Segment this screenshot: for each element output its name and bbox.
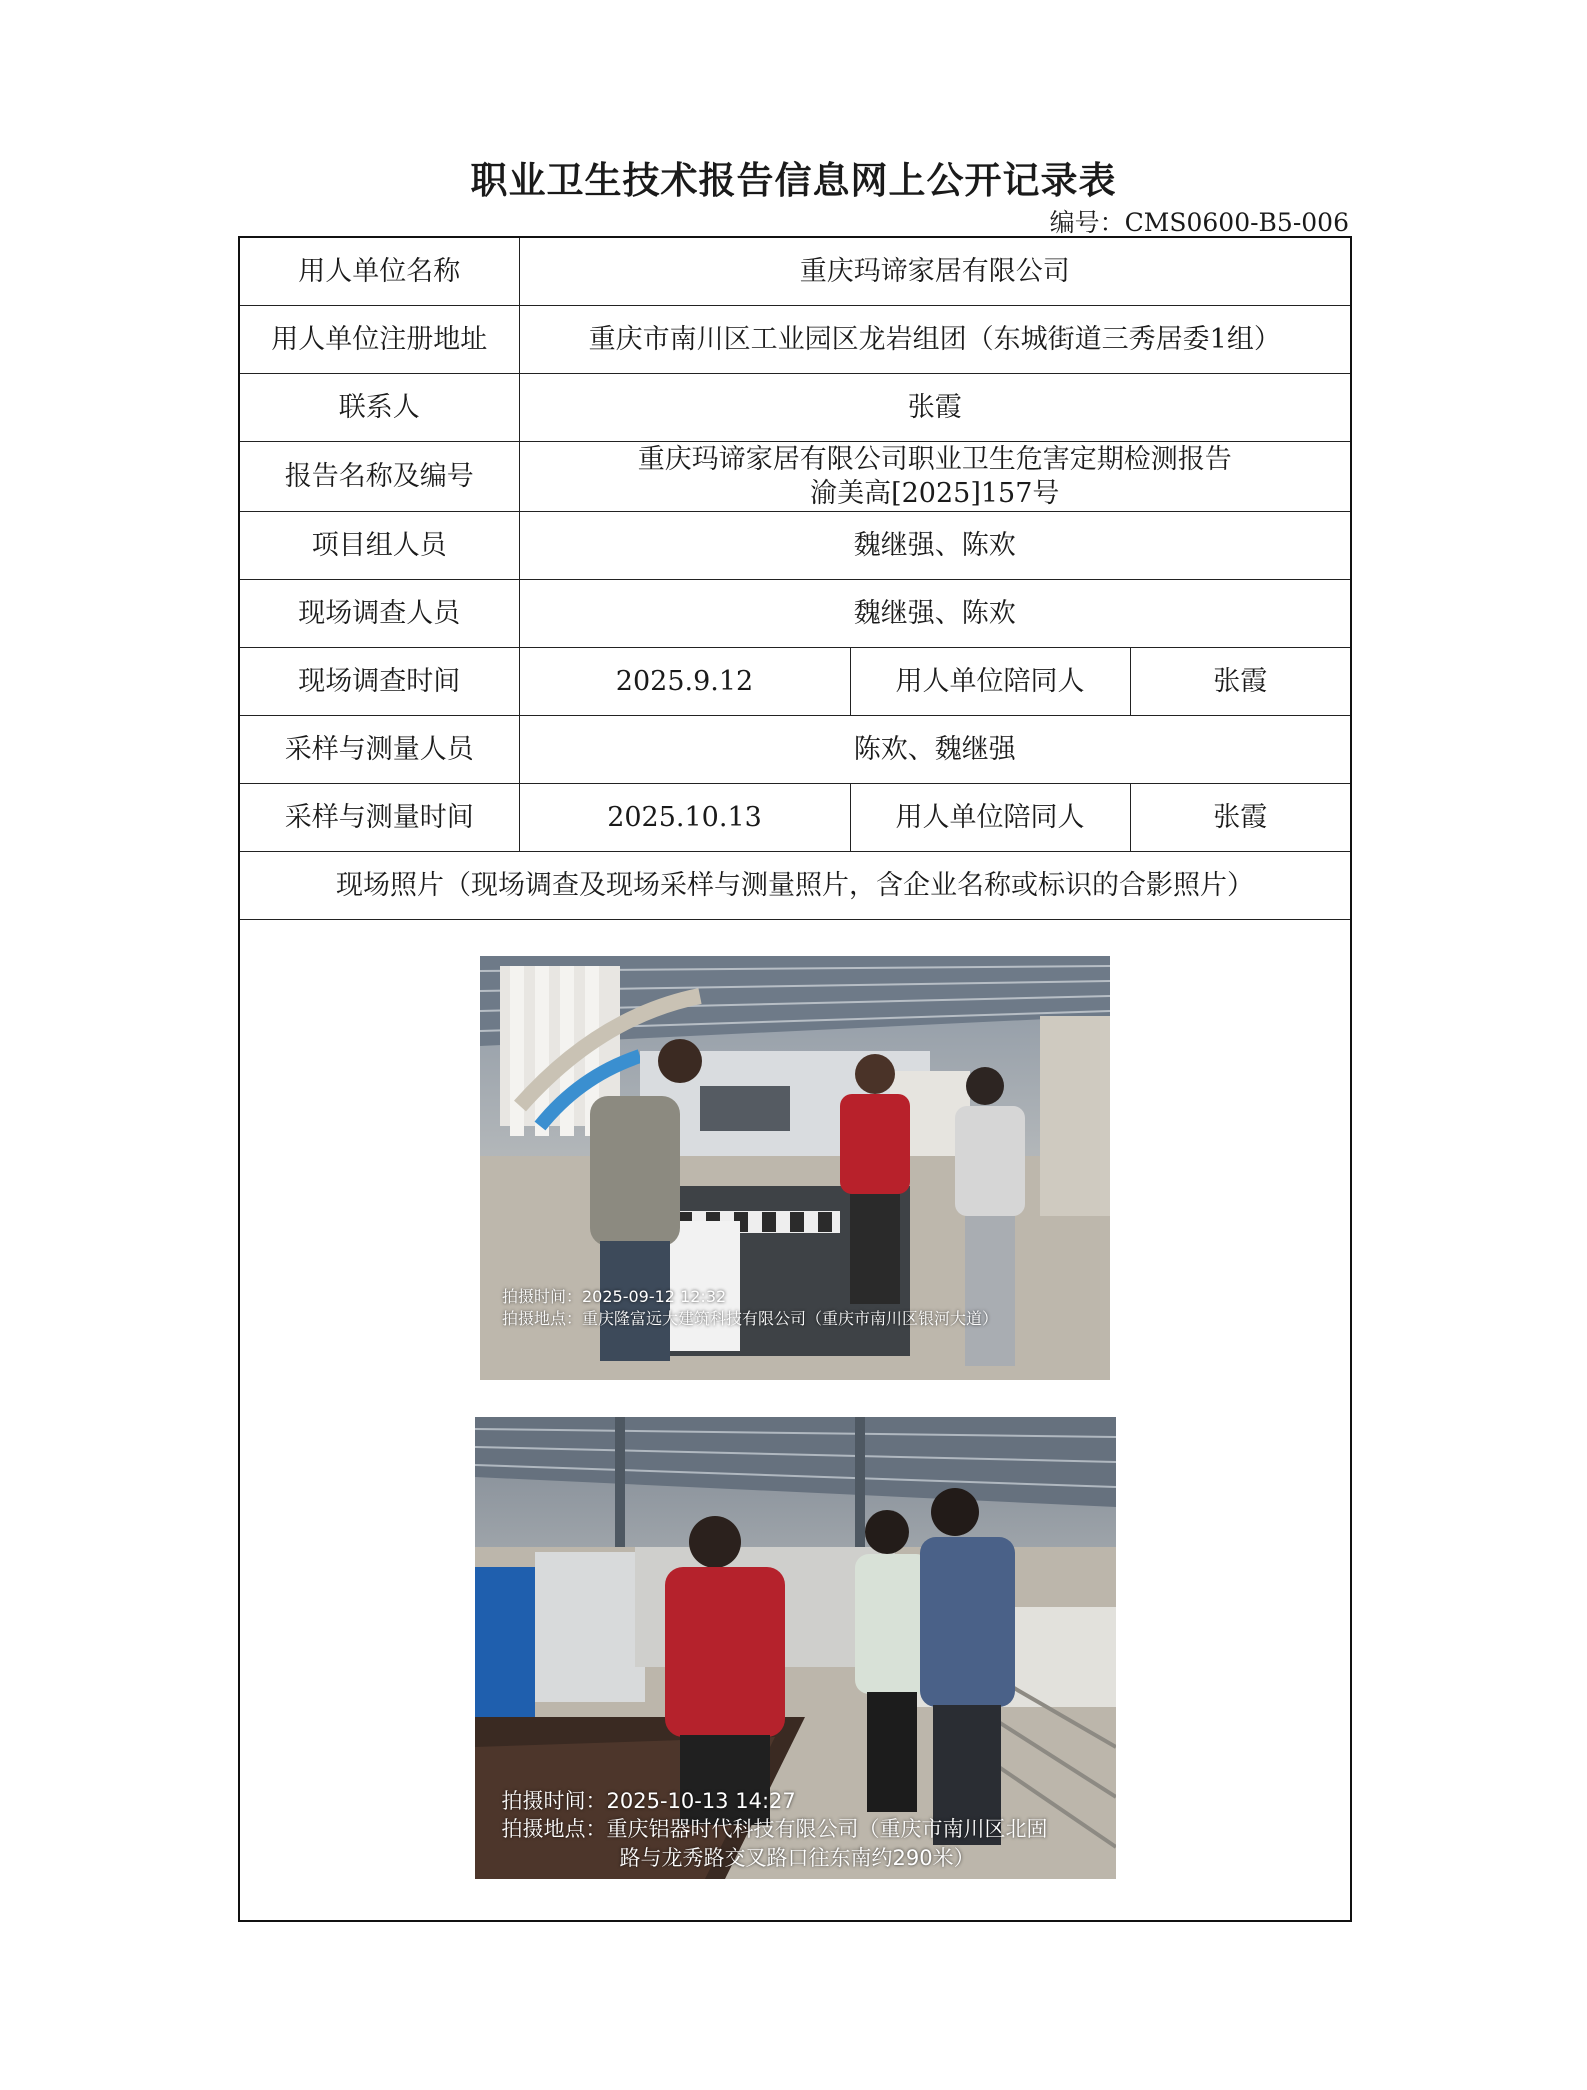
photo-survey-place: 拍摄地点：重庆隆富远大建筑科技有限公司（重庆市南川区银河大道）: [502, 1308, 999, 1328]
sampling-staff-value: 陈欢、魏继强: [519, 716, 1351, 784]
photos-cell: [239, 920, 1351, 1922]
employer-name-value: 重庆玛谛家居有限公司: [519, 237, 1351, 306]
employer-name-label: 用人单位名称: [239, 237, 519, 306]
photo-survey-time: 拍摄时间：2025-09-12 12:32: [502, 1287, 727, 1306]
contact-label: 联系人: [239, 374, 519, 442]
row-employer-address: [239, 306, 1351, 374]
survey-time-value: 2025.9.12: [519, 648, 850, 716]
contact-value: 张霞: [519, 374, 1351, 442]
row-photos: [239, 920, 1351, 1922]
photos-header: 现场照片（现场调查及现场采样与测量照片，含企业名称或标识的合影照片）: [239, 852, 1351, 920]
report-value: [519, 442, 1351, 512]
photo-sampling-place-line1: 拍摄地点：重庆铝器时代科技有限公司（重庆市南川区北固: [501, 1817, 1048, 1842]
employer-address-value: 重庆市南川区工业园区龙岩组团（东城街道三秀居委1组）: [519, 306, 1351, 374]
row-sampling-staff: [239, 716, 1351, 784]
survey-time-label: 现场调查时间: [239, 648, 519, 716]
report-name: 重庆玛谛家居有限公司职业卫生危害定期检测报告: [637, 443, 1232, 475]
report-label: 报告名称及编号: [239, 442, 519, 512]
report-number: 渝美高[2025]157号: [810, 477, 1060, 509]
survey-staff-label: 现场调查人员: [239, 580, 519, 648]
record-table: [238, 236, 1352, 1922]
row-sampling-time: [239, 784, 1351, 852]
survey-staff-value: 魏继强、陈欢: [519, 580, 1351, 648]
photo-survey-stamp: [502, 1286, 998, 1329]
site-photo-sampling: [475, 1417, 1116, 1879]
sampling-companion-label: 用人单位陪同人: [850, 784, 1130, 852]
survey-companion-label: 用人单位陪同人: [850, 648, 1130, 716]
project-team-value: 魏继强、陈欢: [519, 512, 1351, 580]
row-report: [239, 442, 1351, 512]
row-survey-time: [239, 648, 1351, 716]
employer-address-label: 用人单位注册地址: [239, 306, 519, 374]
project-team-label: 项目组人员: [239, 512, 519, 580]
site-photo-survey: [480, 956, 1110, 1380]
row-photos-header: [239, 852, 1351, 920]
row-employer-name: [239, 237, 1351, 306]
sampling-staff-label: 采样与测量人员: [239, 716, 519, 784]
sampling-time-label: 采样与测量时间: [239, 784, 519, 852]
photo-sampling-place-line2: 路与龙秀路交叉路口往东南约290米）: [619, 1845, 975, 1870]
row-project-team: [239, 512, 1351, 580]
sampling-companion-value: 张霞: [1130, 784, 1351, 852]
sampling-time-value: 2025.10.13: [519, 784, 850, 852]
row-survey-staff: [239, 580, 1351, 648]
document-title: 职业卫生技术报告信息网上公开记录表: [470, 158, 1117, 202]
survey-companion-value: 张霞: [1130, 648, 1351, 716]
document-code: 编号：CMS0600-B5-006: [1049, 208, 1349, 237]
row-contact: [239, 374, 1351, 442]
photo-sampling-stamp: [502, 1787, 1048, 1872]
photo-sampling-time: 拍摄时间：2025-10-13 14:27: [501, 1789, 796, 1813]
